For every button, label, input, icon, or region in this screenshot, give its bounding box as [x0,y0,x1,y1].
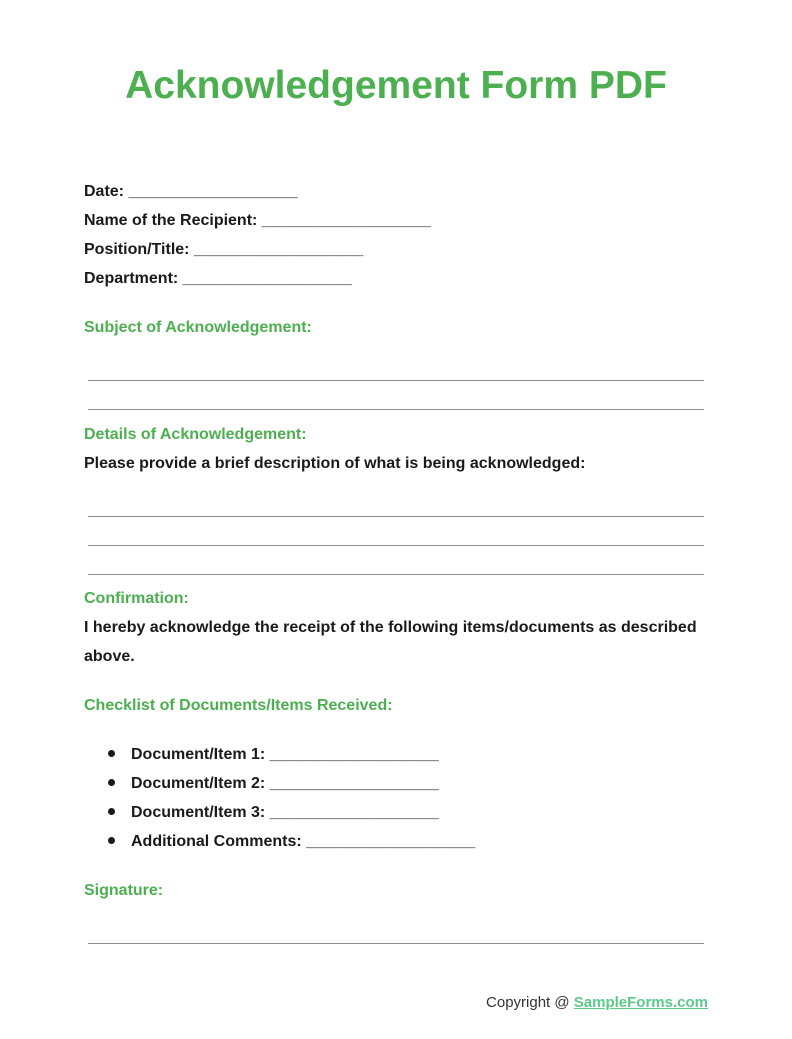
checklist-item [108,774,439,794]
checklist-item [108,803,439,823]
confirmation-heading: Confirmation: [84,590,189,607]
details-prompt: Please provide a brief description of what is being acknowledged: [84,455,586,472]
sampleforms-link[interactable]: SampleForms.com [573,994,708,1011]
subject-line-2 [88,409,704,410]
bullet-icon [108,808,115,815]
bullet-icon [108,837,115,844]
details-line-3 [88,574,704,575]
details-line-2 [88,545,704,546]
page-title: Acknowledgement Form PDF [125,64,667,107]
subject-line-1 [88,380,704,381]
signature-heading: Signature: [84,882,164,899]
subject-heading: Subject of Acknowledgement: [84,319,312,336]
checklist-item-label: Document/Item 3: ___________________ [131,804,439,821]
recipient-name-field: Name of the Recipient: ___________________ [84,212,431,229]
date-field: Date: ___________________ [84,183,298,200]
bullet-icon [108,750,115,757]
checklist-item [108,832,475,852]
copyright-footer [486,993,708,1013]
checklist-item-label: Document/Item 1: ___________________ [131,746,439,763]
signature-line [88,943,704,944]
department-field: Department: ___________________ [84,270,352,287]
details-line-1 [88,516,704,517]
details-heading: Details of Acknowledgement: [84,426,307,443]
checklist-item [108,745,439,765]
confirmation-text: I hereby acknowledge the receipt of the following items/documents as described above. [84,619,697,665]
position-title-field: Position/Title: ___________________ [84,241,363,258]
bullet-icon [108,779,115,786]
checklist-item-label: Additional Comments: ___________________ [131,833,476,850]
copyright-text: Copyright @ [486,994,574,1011]
checklist-item-label: Document/Item 2: ___________________ [131,775,439,792]
checklist-heading: Checklist of Documents/Items Received: [84,697,393,714]
